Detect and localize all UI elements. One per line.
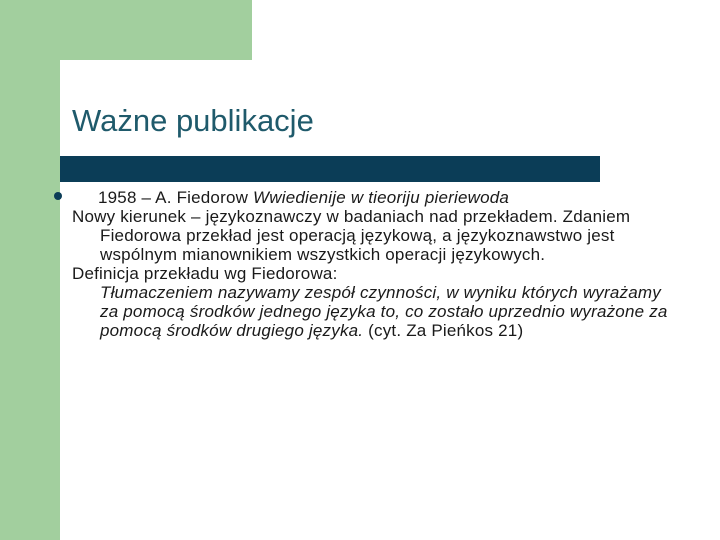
quote-text: Tłumaczeniem nazywamy zespół czynności, w wyniku których wyrażamy za pomocą środków jednego języka to, co zostało uprzednio wyrażone za pomocą środków drugiego języka. xyxy=(100,283,668,340)
paragraph-new-direction: Nowy kierunek – językoznawczy w badaniach nad przekładem. Zdaniem Fiedorowa przekład jest operacją językową, a językoznawstwo jest wspólnym mianownikiem wszystkich operacji językowych. xyxy=(72,207,631,264)
bullet-item xyxy=(70,188,672,207)
title-underline-bar xyxy=(60,156,600,182)
quote-citation: (cyt. Za Pieńkos 21) xyxy=(363,321,524,340)
decorative-side-band xyxy=(0,0,60,540)
bullet-icon xyxy=(54,192,62,200)
paragraph-definition-intro: Definicja przekładu wg Fiedorowa: xyxy=(72,264,338,283)
book-title: Wwiedienije w tieoriju pieriewoda xyxy=(253,188,510,207)
bullet-prefix: 1958 – A. Fiedorow xyxy=(98,188,254,207)
bullet-text xyxy=(70,188,672,207)
decorative-top-band xyxy=(0,0,252,60)
slide-body xyxy=(72,188,672,340)
slide-title: Ważne publikacje xyxy=(72,103,314,138)
definition-quote xyxy=(72,283,672,340)
